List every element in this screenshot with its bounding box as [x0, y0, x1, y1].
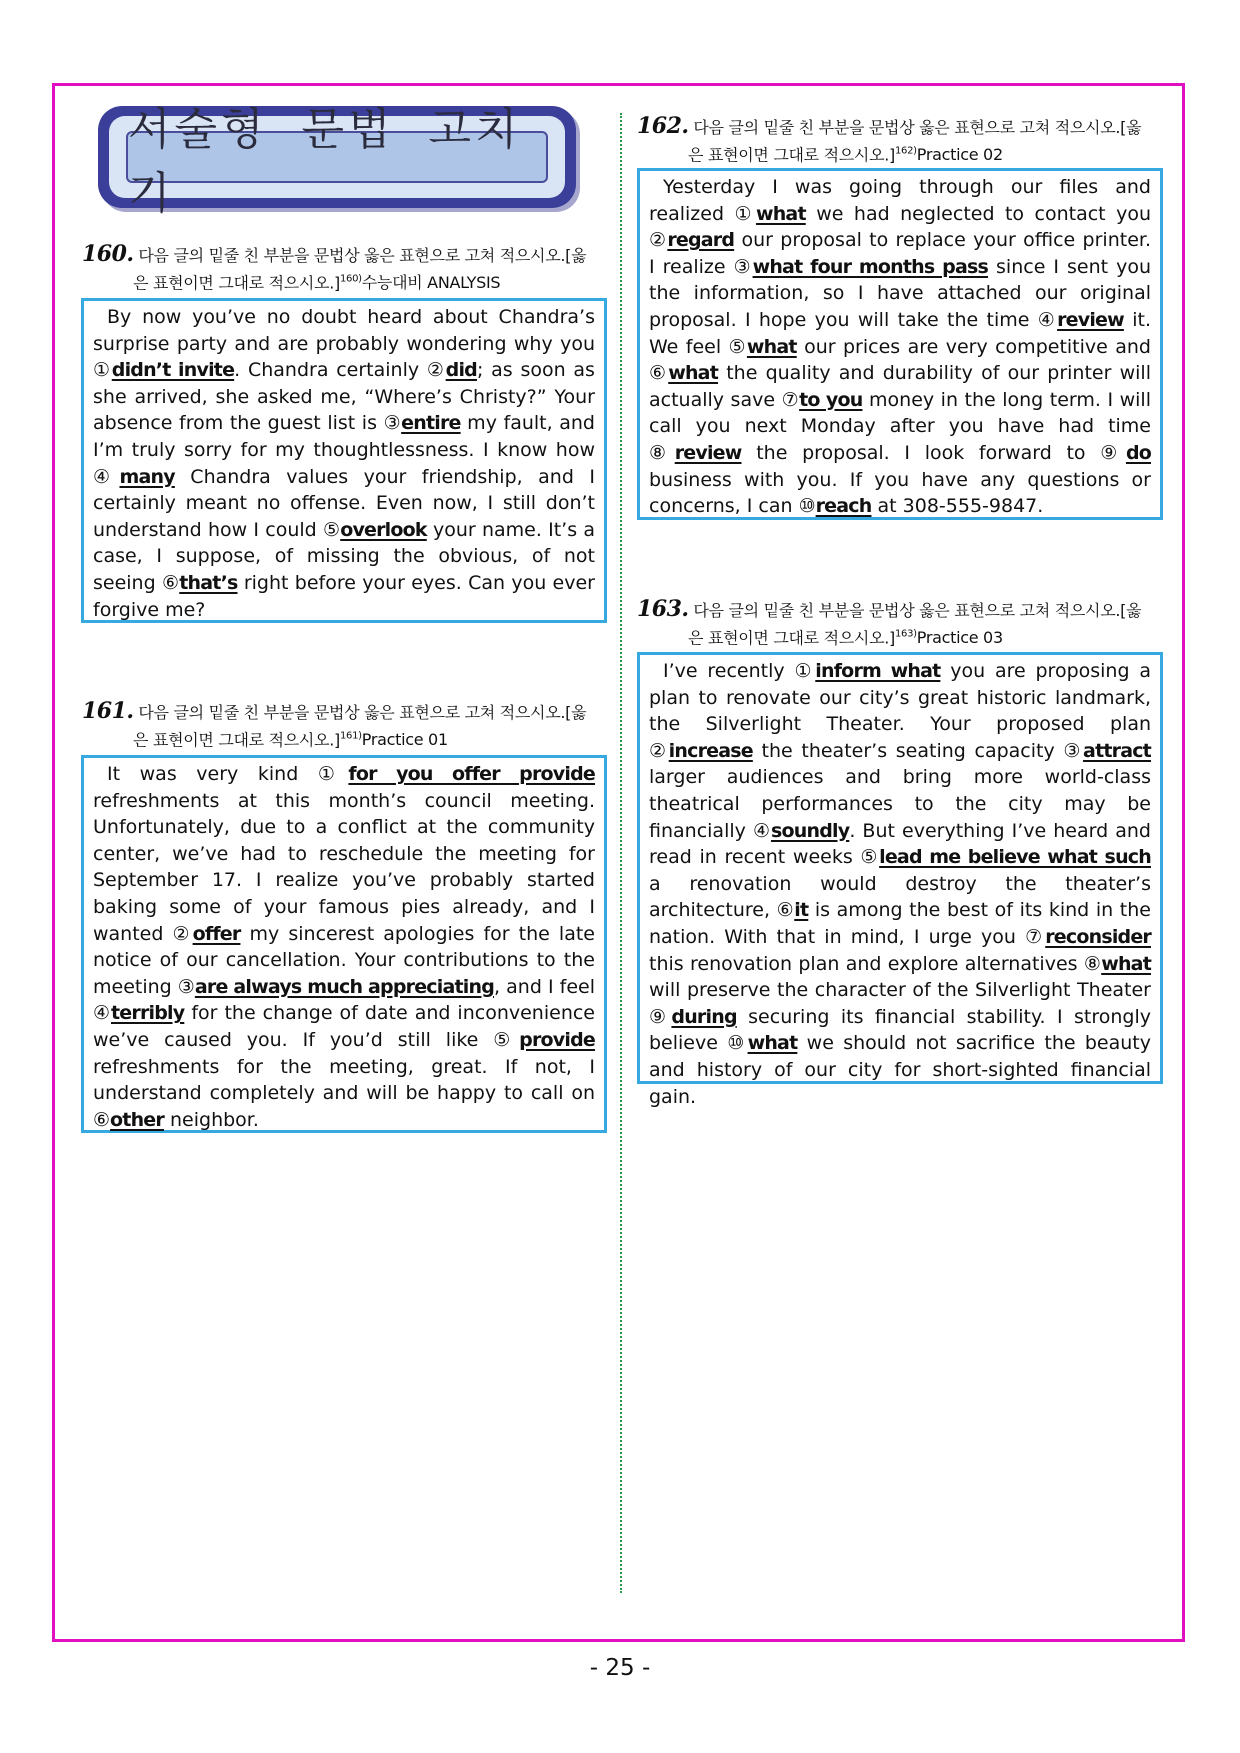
blank-number: ⑩	[727, 1032, 748, 1055]
underlined-expression: what	[755, 202, 806, 225]
blank-number: ①	[794, 660, 816, 682]
underlined-expression: attract	[1083, 739, 1151, 762]
blank-number: ⑧	[649, 441, 675, 464]
passage-text: neighbor.	[163, 1108, 259, 1131]
blank-number: ⑥	[93, 1108, 111, 1131]
page-title: 서술형 문법 고치기	[128, 104, 522, 219]
underlined-expression: to you	[799, 388, 863, 411]
passage-text: at 308-555-9847.	[871, 495, 1044, 518]
underlined-expression: do	[1125, 441, 1151, 464]
underlined-expression: soundly	[771, 819, 850, 842]
question-instruction: 은 표현이면 그대로 적으시오.]	[133, 273, 340, 293]
underlined-expression: review	[674, 441, 742, 464]
question-instruction: 다음 글의 밑줄 친 부분을 문법상 옳은 표현으로 고쳐 적으시오.[옳	[693, 601, 1142, 620]
question-source: Practice 02	[916, 145, 1003, 165]
blank-number: ②	[172, 922, 193, 945]
underlined-expression: many	[119, 465, 175, 488]
passage-box-160	[81, 298, 607, 623]
blank-number: ④	[93, 465, 120, 488]
underlined-expression: reach	[815, 495, 872, 518]
underlined-expression: what	[1101, 952, 1151, 975]
blank-number: ④	[1037, 308, 1058, 331]
passage-text: for the change of date and inconvenience we’ve caused you. If you’d still like	[93, 1002, 595, 1051]
passage-text: By now you’ve no doubt heard about Chandra’s surprise party and are probably wondering why you	[93, 306, 595, 355]
blank-number: ⑤	[322, 518, 341, 541]
question-instruction: 다음 글의 밑줄 친 부분을 문법상 옳은 표현으로 고쳐 적으시오.[옳	[138, 246, 587, 265]
underlined-expression: other	[110, 1108, 164, 1131]
underlined-expression: what	[668, 362, 718, 385]
question-source: 수능대비 ANALYSIS	[361, 273, 501, 293]
underlined-expression: for you offer provide	[348, 763, 595, 785]
underlined-expression: review	[1057, 308, 1124, 331]
passage-text: larger audiences and bring more world-class theatrical performances to the city may be financially	[649, 766, 1151, 842]
passage-text: the theater’s seating capacity	[752, 739, 1064, 762]
passage-text: it. We feel	[649, 308, 1151, 358]
underlined-expression: provide	[519, 1028, 595, 1051]
blank-number: ⑤	[493, 1028, 520, 1051]
question-instruction: 은 표현이면 그대로 적으시오.]	[688, 628, 895, 648]
passage	[649, 658, 1151, 1110]
blank-number: ①	[93, 359, 112, 382]
underlined-expression: are always much appreciating	[194, 975, 495, 998]
underlined-expression: lead me believe what such	[879, 846, 1151, 869]
blank-number: ①	[317, 763, 349, 785]
passage-text: since I sent you the information, so I have attached our original proposal. I hope you will take the time	[649, 255, 1151, 331]
passage-text: our prices are very competitive and	[796, 335, 1151, 358]
passage-text: ; as soon as she arrived, she asked me, “Where’s Christy?” Your absence from the guest list is	[93, 359, 595, 435]
passage-text: you are proposing a plan to renovate our city’s great historic landmark, the Silverlight Theater. Your proposed plan	[649, 660, 1151, 736]
question-header-160	[82, 242, 607, 295]
blank-number: ⑥	[776, 899, 795, 922]
passage-box-162	[637, 168, 1163, 520]
passage-box-161	[81, 755, 607, 1133]
passage-text: I’ve recently	[663, 660, 795, 682]
passage-text: will preserve the character of the Silverlight Theater	[649, 979, 1151, 1002]
blank-number: ⑩	[798, 495, 816, 518]
passage-text: Chandra values your friendship, and I certainly meant no offense. Even now, I still don’t understand how I could	[93, 465, 595, 541]
passage-text: right before your eyes. Can you ever forgive me?	[93, 571, 595, 621]
question-instruction: 은 표현이면 그대로 적으시오.]	[133, 730, 340, 750]
blank-number: ④	[752, 819, 771, 842]
passage	[93, 761, 595, 1133]
passage	[649, 174, 1151, 520]
passage-text: . But everything I’ve heard and read in recent weeks	[649, 819, 1151, 869]
passage	[93, 304, 595, 623]
page-number: - 25 -	[589, 1655, 651, 1681]
blank-number: ②	[649, 229, 668, 252]
passage-text: business with you. If you have any questions or concerns, I can	[649, 468, 1151, 518]
underlined-expression: offer	[192, 922, 241, 945]
footnote-marker: 163)	[894, 629, 917, 640]
passage-text: is among the best of its kind in the nation. With that in mind, I urge you	[649, 899, 1151, 948]
blank-number: ⑥	[649, 362, 669, 385]
blank-number: ⑦	[1025, 925, 1046, 948]
question-number: 161.	[82, 698, 134, 724]
blank-number: ⑥	[161, 571, 180, 594]
question-instruction: 다음 글의 밑줄 친 부분을 문법상 옳은 표현으로 고쳐 적으시오.[옳	[693, 118, 1142, 137]
passage-text: refreshments for the meeting, great. If not, I understand completely and will be happy to call on	[93, 1055, 595, 1105]
underlined-expression: during	[671, 1005, 737, 1028]
blank-number: ③	[177, 975, 195, 998]
passage-text: money in the long term. I will call you next Monday after you have had time	[649, 388, 1151, 438]
underlined-expression: what	[747, 1032, 798, 1055]
passage-text: the quality and durability of our printer will actually save	[649, 362, 1151, 411]
blank-number: ①	[734, 202, 756, 225]
passage-text: my sincerest apologies for the late notice of our cancellation. Your contributions to the meeting	[93, 922, 595, 998]
question-source: Practice 01	[361, 730, 448, 750]
blank-number: ⑨	[649, 1005, 672, 1028]
question-number: 160.	[82, 241, 134, 267]
title-banner	[98, 104, 576, 219]
question-instruction: 은 표현이면 그대로 적으시오.]	[688, 145, 895, 165]
passage-text: this renovation plan and explore alternatives	[649, 952, 1084, 975]
blank-number: ⑧	[1083, 952, 1102, 975]
underlined-expression: increase	[668, 739, 753, 762]
blank-number: ③	[383, 412, 402, 435]
blank-number: ③	[1063, 739, 1084, 762]
underlined-expression: it	[794, 899, 809, 922]
underlined-expression: what four months pass	[752, 255, 989, 278]
passage-text: the proposal. I look forward to	[741, 441, 1101, 464]
passage-text: my fault, and I’m truly sorry for my thoughtlessness. I know how	[93, 412, 595, 461]
passage-text: we should not sacrifice the beauty and history of our city for short-sighted financial gain.	[649, 1032, 1151, 1108]
passage-text: refreshments at this month’s council meeting. Unfortunately, due to a conflict at the community center, we’ve had to reschedule the meeting for September 17. I realize you’ve probably started baking some of your famous pies already, and I wanted	[93, 789, 595, 945]
passage-text: a renovation would destroy the theater’s architecture,	[649, 872, 1151, 922]
passage-text: It was very kind	[107, 763, 318, 785]
passage-box-163	[637, 652, 1163, 1108]
blank-number: ④	[93, 1002, 111, 1025]
passage-text: Yesterday I was going through our files and realized	[649, 176, 1151, 225]
passage-text: we had neglected to contact you	[805, 202, 1151, 225]
passage-text: securing its financial stability. I strongly believe	[649, 1005, 1151, 1055]
underlined-expression: entire	[401, 412, 461, 435]
blank-number: ②	[649, 739, 669, 762]
footnote-marker: 162)	[894, 146, 917, 157]
underlined-expression: what	[746, 335, 797, 358]
blank-number: ⑤	[728, 335, 747, 358]
underlined-expression: didn’t invite	[111, 359, 235, 382]
question-instruction: 다음 글의 밑줄 친 부분을 문법상 옳은 표현으로 고쳐 적으시오.[옳	[138, 703, 587, 722]
column-divider	[620, 113, 622, 1593]
underlined-expression: regard	[667, 229, 735, 252]
underlined-expression: terribly	[111, 1002, 185, 1025]
footnote-marker: 160)	[339, 274, 362, 285]
blank-number: ②	[426, 359, 446, 382]
underlined-expression: overlook	[340, 518, 427, 541]
underlined-expression: did	[445, 359, 477, 382]
passage-text: your name. It’s a case, I suppose, of missing the obvious, of not seeing	[93, 518, 595, 594]
blank-number: ⑦	[781, 388, 800, 411]
question-header-163	[637, 597, 1162, 650]
blank-number: ⑤	[860, 846, 880, 869]
blank-number: ③	[733, 255, 753, 278]
footnote-marker: 161)	[339, 731, 362, 742]
question-header-161	[82, 699, 607, 752]
question-header-162	[637, 114, 1162, 167]
question-number: 162.	[637, 113, 689, 139]
underlined-expression: reconsider	[1045, 925, 1151, 948]
passage-text: our proposal to replace your office printer. I realize	[649, 229, 1151, 278]
question-number: 163.	[637, 596, 689, 622]
blank-number: ⑨	[1100, 441, 1126, 464]
question-source: Practice 03	[916, 628, 1003, 648]
underlined-expression: that’s	[179, 571, 238, 594]
underlined-expression: inform what	[815, 660, 941, 682]
passage-text: , and I feel	[494, 975, 595, 998]
passage-text: . Chandra certainly	[234, 359, 427, 382]
